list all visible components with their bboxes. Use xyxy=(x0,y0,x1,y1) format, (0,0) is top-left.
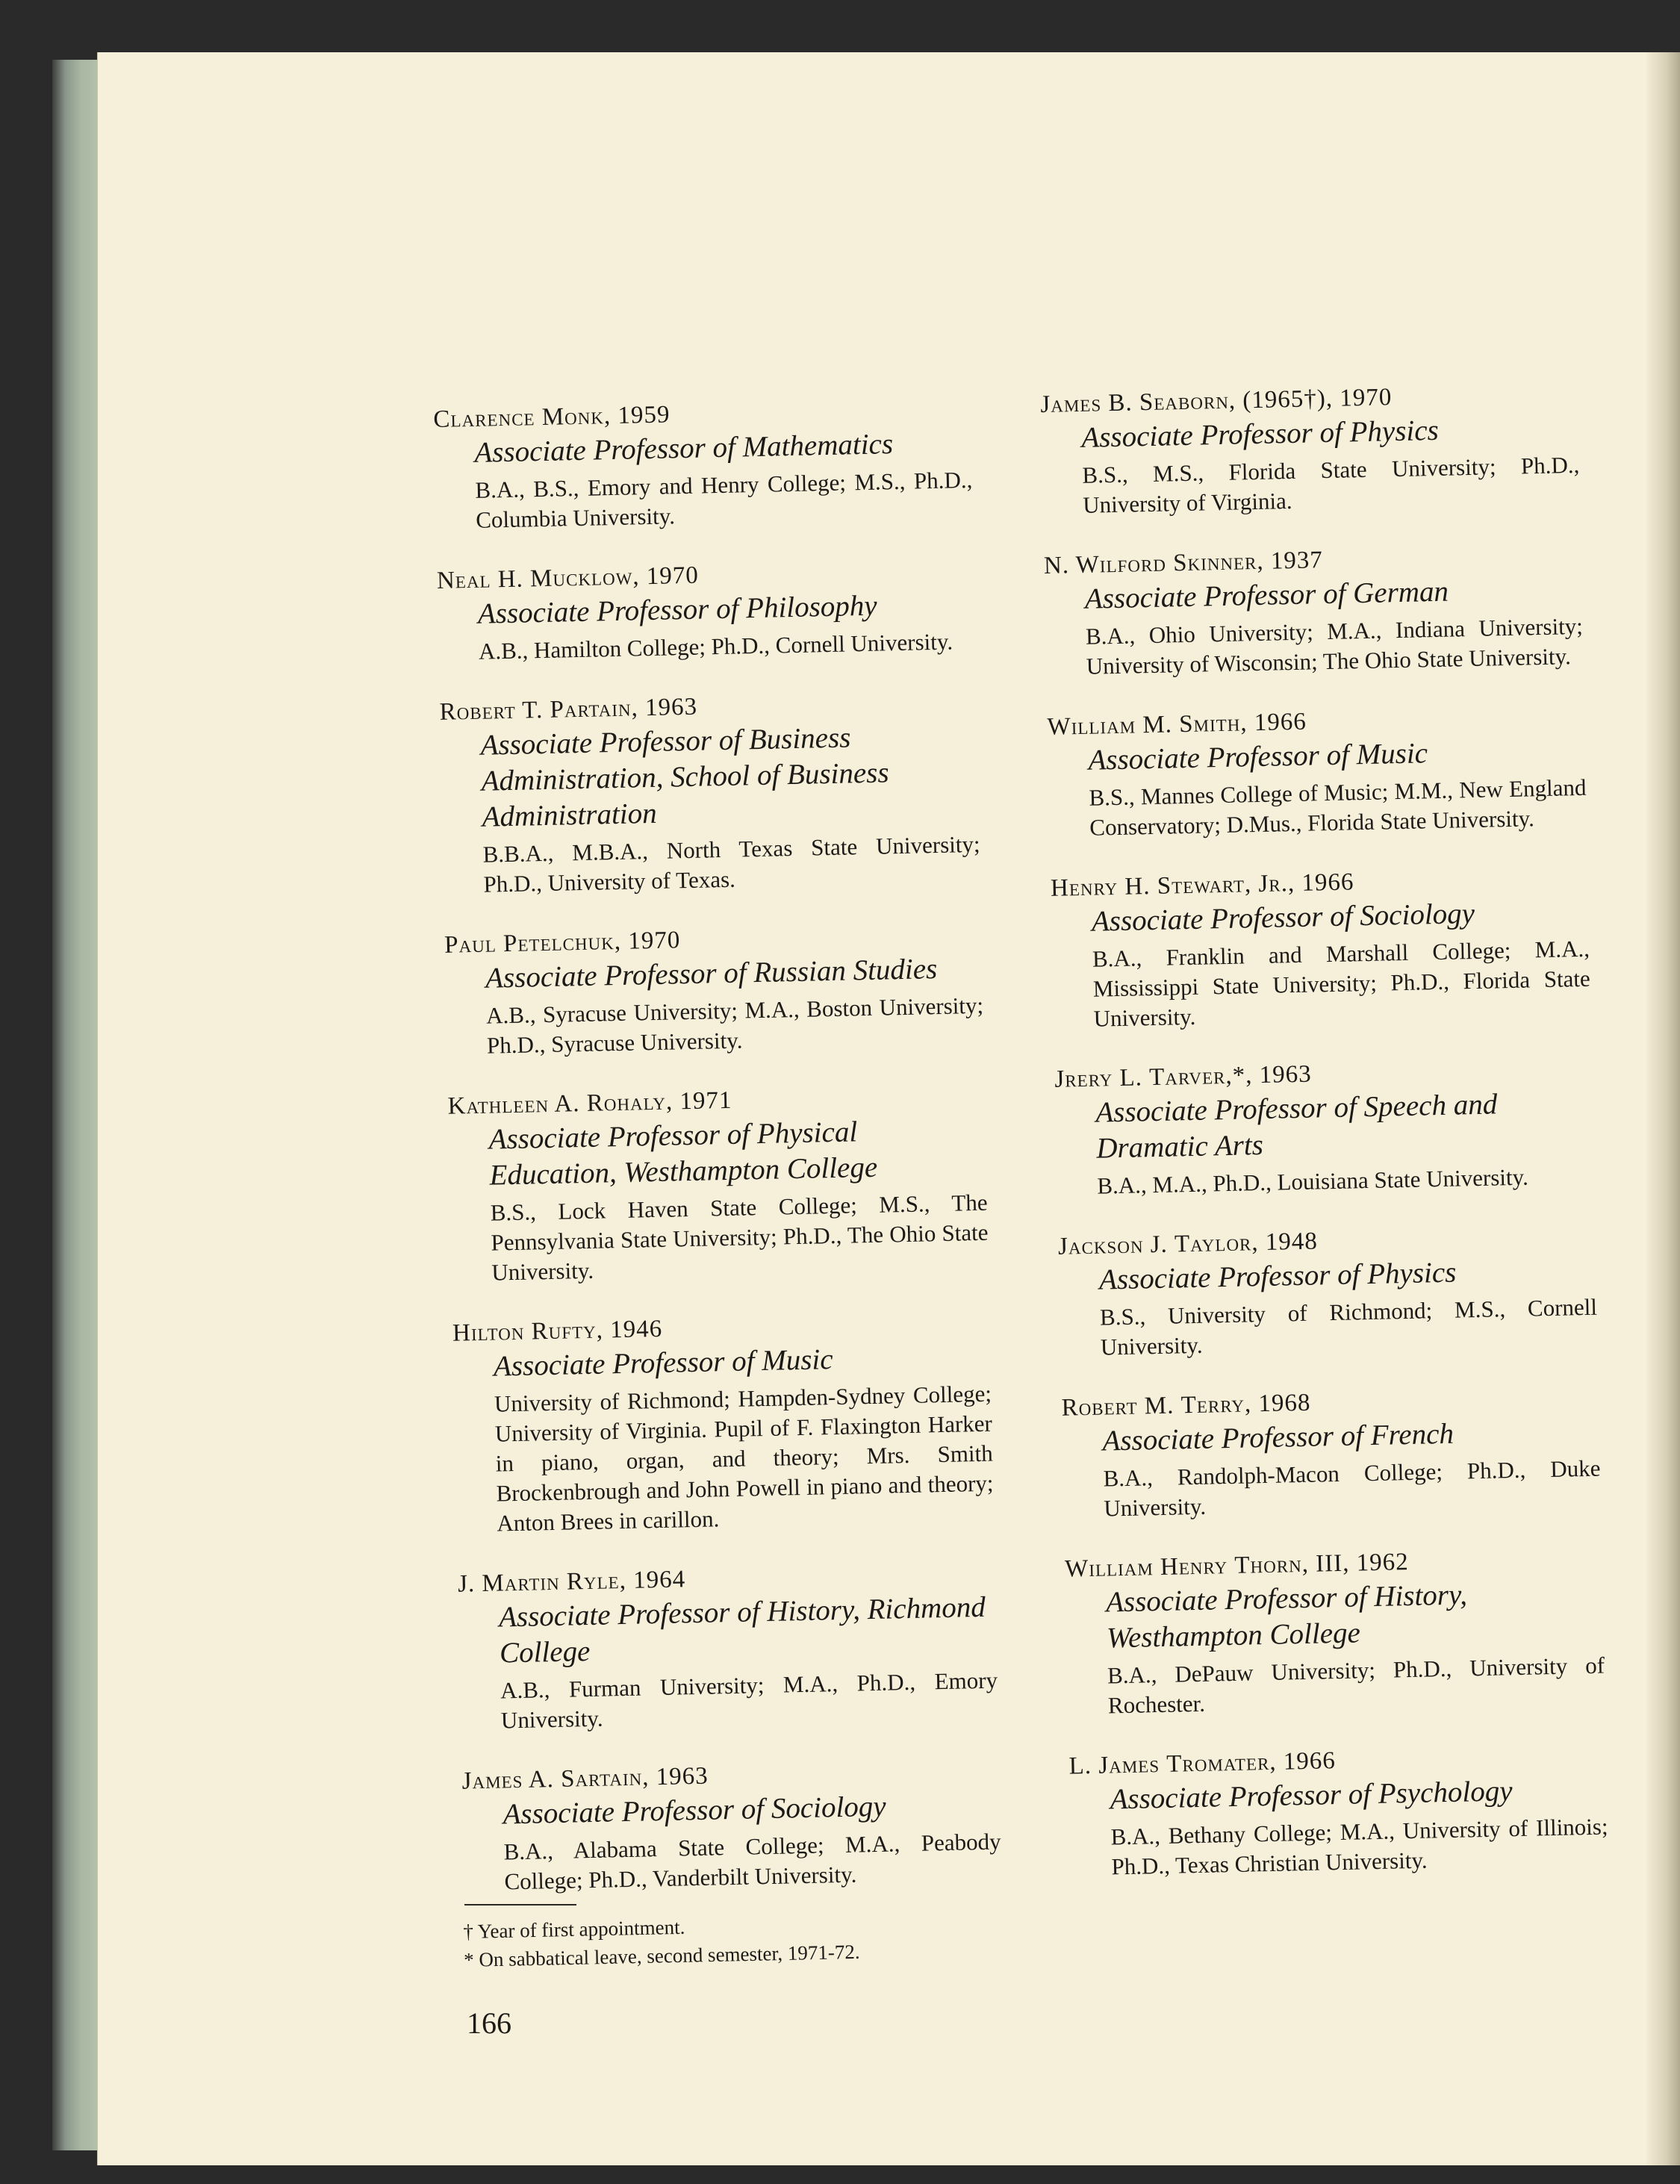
faculty-first-name: Kathleen A. xyxy=(447,1090,580,1120)
faculty-title: Associate Professor of Philosophy xyxy=(477,589,878,630)
faculty-first-name: L. James xyxy=(1068,1751,1160,1780)
faculty-year: 1963 xyxy=(656,1762,709,1791)
faculty-name-line: Paul Petelchuk, 1970 xyxy=(444,927,681,959)
faculty-year: 1964 xyxy=(632,1566,686,1594)
faculty-entry xyxy=(447,1079,989,1289)
page-number: 166 xyxy=(467,2006,511,2040)
faculty-degrees: B.B.A., M.B.A., North Texas State University; Ph.D., University of Texas. xyxy=(482,830,980,897)
faculty-degrees: A.B., Hamilton College; Ph.D., Cornell University. xyxy=(478,628,953,665)
faculty-title: Associate Professor of History, Westhampton College xyxy=(1105,1578,1468,1655)
faculty-degrees: B.A., Bethany College; M.A., University of Illinois; Ph.D., Texas Christian University. xyxy=(1110,1813,1608,1880)
faculty-first-name: Jrery L. xyxy=(1054,1064,1143,1093)
faculty-title: Associate Professor of Psychology xyxy=(1110,1775,1513,1816)
faculty-first-name: James B. xyxy=(1040,389,1133,418)
faculty-first-name: William Henry xyxy=(1064,1552,1228,1583)
faculty-first-name: Robert T. xyxy=(439,697,544,726)
faculty-degrees: B.S., Lock Haven State College; M.S., The Pennsylvania State University; Ph.D., The Ohio State University. xyxy=(490,1189,989,1286)
faculty-first-name: Henry H. xyxy=(1050,873,1151,902)
faculty-year: 1970 xyxy=(646,561,700,591)
faculty-first-name: Robert M. xyxy=(1061,1392,1175,1422)
faculty-year: 1948 xyxy=(1265,1228,1319,1256)
faculty-entry xyxy=(1040,377,1581,521)
faculty-last-name: Skinner xyxy=(1172,547,1257,577)
faculty-first-name: William M. xyxy=(1047,711,1173,741)
faculty-name-line: James A. Sartain, 1963 xyxy=(461,1762,709,1795)
faculty-last-name: Rohaly xyxy=(586,1088,667,1117)
faculty-year: 1959 xyxy=(617,401,671,429)
faculty-entry xyxy=(433,392,974,536)
faculty-degrees: B.S., Mannes College of Music; M.M., New England Conservatory; D.Mus., Florida State University. xyxy=(1089,774,1587,841)
faculty-name-line: Robert T. Partain, 1963 xyxy=(439,693,698,726)
footnote-dagger: † Year of first appointment. xyxy=(463,1915,685,1943)
faculty-degrees: B.A., Franklin and Marshall College; M.A., Mississippi State University; Ph.D., Florida State University. xyxy=(1092,935,1591,1032)
faculty-entry xyxy=(1068,1739,1609,1883)
right-column xyxy=(1040,377,1610,1911)
faculty-year: 1970 xyxy=(627,927,681,955)
faculty-name-line: William M. Smith, 1966 xyxy=(1047,708,1307,741)
faculty-year: (1965†), 1970 xyxy=(1242,384,1393,414)
faculty-degrees: B.S., M.S., Florida State University; Ph.D., University of Virginia. xyxy=(1082,451,1580,518)
faculty-entry xyxy=(1058,1219,1599,1363)
faculty-entry xyxy=(1044,538,1584,682)
faculty-degrees: B.A., Ohio University; M.A., Indiana University; University of Wisconsin; The Ohio State University. xyxy=(1085,612,1584,679)
faculty-title: Associate Professor of Physical Education, Westhampton College xyxy=(488,1116,878,1192)
faculty-first-name: Jackson J. xyxy=(1057,1231,1169,1260)
faculty-title: Associate Professor of Sociology xyxy=(1091,897,1475,938)
faculty-year: 1971 xyxy=(679,1086,732,1116)
faculty-first-name: Neal H. xyxy=(436,565,524,594)
faculty-title: Associate Professor of History, Richmond College xyxy=(498,1590,986,1670)
faculty-degrees: B.S., University of Richmond; M.S., Cornell University. xyxy=(1099,1293,1598,1360)
faculty-title: Associate Professor of Sociology xyxy=(503,1790,887,1831)
faculty-name-line: Henry H. Stewart, Jr., 1966 xyxy=(1050,868,1354,902)
faculty-last-name: Tromater xyxy=(1166,1748,1270,1778)
faculty-degrees: B.A., Alabama State College; M.A., Peabody College; Ph.D., Vanderbilt University. xyxy=(503,1828,1001,1895)
faculty-entry xyxy=(1061,1381,1602,1525)
faculty-name-line: Kathleen A. Rohaly, 1971 xyxy=(447,1086,732,1120)
faculty-last-name: Taylor xyxy=(1174,1229,1252,1258)
faculty-first-name: N. Wilford xyxy=(1043,550,1167,579)
faculty-entry xyxy=(458,1557,999,1737)
faculty-year: 1966 xyxy=(1254,708,1307,737)
faculty-first-name: Clarence xyxy=(433,404,535,433)
faculty-degrees: B.A., DePauw University; Ph.D., University of Rochester. xyxy=(1107,1652,1605,1719)
faculty-year: 1966 xyxy=(1301,868,1354,897)
faculty-title: Associate Professor of Mathematics xyxy=(473,428,894,469)
faculty-first-name: Hilton xyxy=(452,1318,525,1347)
faculty-degrees: B.A., B.S., Emory and Henry College; M.S., Ph.D., Columbia University. xyxy=(475,466,973,533)
faculty-last-name: Tarver,* xyxy=(1148,1062,1246,1092)
faculty-entry xyxy=(1051,861,1591,1035)
faculty-first-name: J. Martin xyxy=(457,1568,561,1598)
faculty-title: Associate Professor of Speech and Dramatic Arts xyxy=(1095,1088,1498,1165)
faculty-entry xyxy=(1047,700,1587,844)
faculty-degrees: A.B., Furman University; M.A., Ph.D., Emory University. xyxy=(500,1667,998,1734)
faculty-entry xyxy=(452,1306,995,1540)
faculty-year: 1966 xyxy=(1283,1747,1337,1776)
faculty-name-line: Clarence Monk, 1959 xyxy=(433,401,671,433)
faculty-name-line: William Henry Thorn, III, 1962 xyxy=(1064,1549,1410,1583)
faculty-last-name: Rufty xyxy=(531,1316,597,1345)
faculty-last-name: Seaborn xyxy=(1139,387,1230,417)
faculty-year: 1962 xyxy=(1356,1549,1410,1577)
faculty-last-name: Monk xyxy=(541,402,605,431)
faculty-year: 1946 xyxy=(609,1315,663,1344)
faculty-title: Associate Professor of German xyxy=(1084,575,1449,615)
faculty-name-line: J. Martin Ryle, 1964 xyxy=(457,1566,686,1598)
faculty-title: Associate Professor of French xyxy=(1102,1417,1455,1457)
faculty-title: Associate Professor of Music xyxy=(493,1343,833,1383)
faculty-year: 1937 xyxy=(1270,547,1324,575)
faculty-title: Associate Professor of Business Administration, School of Business Administration xyxy=(480,721,889,833)
faculty-last-name: Smith xyxy=(1178,709,1241,738)
faculty-name-line: James B. Seaborn, (1965†), 1970 xyxy=(1040,384,1393,418)
faculty-title: Associate Professor of Physics xyxy=(1098,1256,1457,1296)
footnote-rule xyxy=(464,1904,576,1905)
faculty-title: Associate Professor of Music xyxy=(1087,737,1428,777)
faculty-name-line: Jackson J. Taylor, 1948 xyxy=(1057,1228,1319,1260)
footnotes xyxy=(463,1909,860,1974)
faculty-entry xyxy=(439,685,981,900)
faculty-entry xyxy=(437,553,977,668)
faculty-year: 1963 xyxy=(644,693,698,722)
faculty-last-name: Petelchuk xyxy=(503,928,615,958)
faculty-last-name: Mucklow xyxy=(529,563,633,593)
faculty-last-name: Partain xyxy=(550,694,632,724)
faculty-first-name: Paul xyxy=(444,930,497,959)
footnote-asterisk: * On sabbatical leave, second semester, 1971-72. xyxy=(463,1940,860,1971)
faculty-degrees: B.A., Randolph-Macon College; Ph.D., Duke University. xyxy=(1103,1455,1601,1522)
faculty-last-name: Ryle xyxy=(566,1567,620,1596)
faculty-last-name: Stewart, Jr. xyxy=(1157,870,1289,900)
left-column xyxy=(433,392,1003,1926)
faculty-first-name: James A. xyxy=(461,1766,555,1795)
faculty-year: 1968 xyxy=(1258,1389,1311,1418)
faculty-last-name: Terry xyxy=(1180,1390,1245,1419)
faculty-name-line: N. Wilford Skinner, 1937 xyxy=(1043,547,1324,579)
faculty-entry xyxy=(1065,1542,1606,1722)
faculty-year: 1963 xyxy=(1259,1060,1313,1089)
faculty-degrees: B.A., M.A., Ph.D., Louisiana State University. xyxy=(1097,1163,1529,1199)
faculty-name-line: Neal H. Mucklow, 1970 xyxy=(436,561,700,594)
faculty-name-line: L. James Tromater, 1966 xyxy=(1068,1747,1337,1780)
faculty-name-line: Jrery L. Tarver,*, 1963 xyxy=(1054,1060,1313,1093)
faculty-last-name: Sartain xyxy=(560,1764,643,1793)
faculty-title: Associate Professor of Russian Studies xyxy=(485,953,938,995)
faculty-entry xyxy=(461,1754,1002,1898)
faculty-name-line: Hilton Rufty, 1946 xyxy=(452,1315,663,1347)
faculty-entry xyxy=(444,918,985,1062)
faculty-name-line: Robert M. Terry, 1968 xyxy=(1061,1389,1311,1422)
faculty-degrees: A.B., Syracuse University; M.A., Boston University; Ph.D., Syracuse University. xyxy=(485,992,984,1059)
faculty-last-name: Thorn, III xyxy=(1234,1549,1343,1579)
faculty-degrees: University of Richmond; Hampden-Sydney College; University of Virginia. Pupil of F. Flaxington Harker in piano, organ, and theory; Mrs. Smith Brockenbrough and John Powell in piano and theory; Anton Brees in carillon. xyxy=(494,1380,994,1537)
faculty-entry xyxy=(1054,1052,1595,1202)
faculty-title: Associate Professor of Physics xyxy=(1080,414,1440,454)
book-gutter-shadow xyxy=(1646,52,1680,2165)
